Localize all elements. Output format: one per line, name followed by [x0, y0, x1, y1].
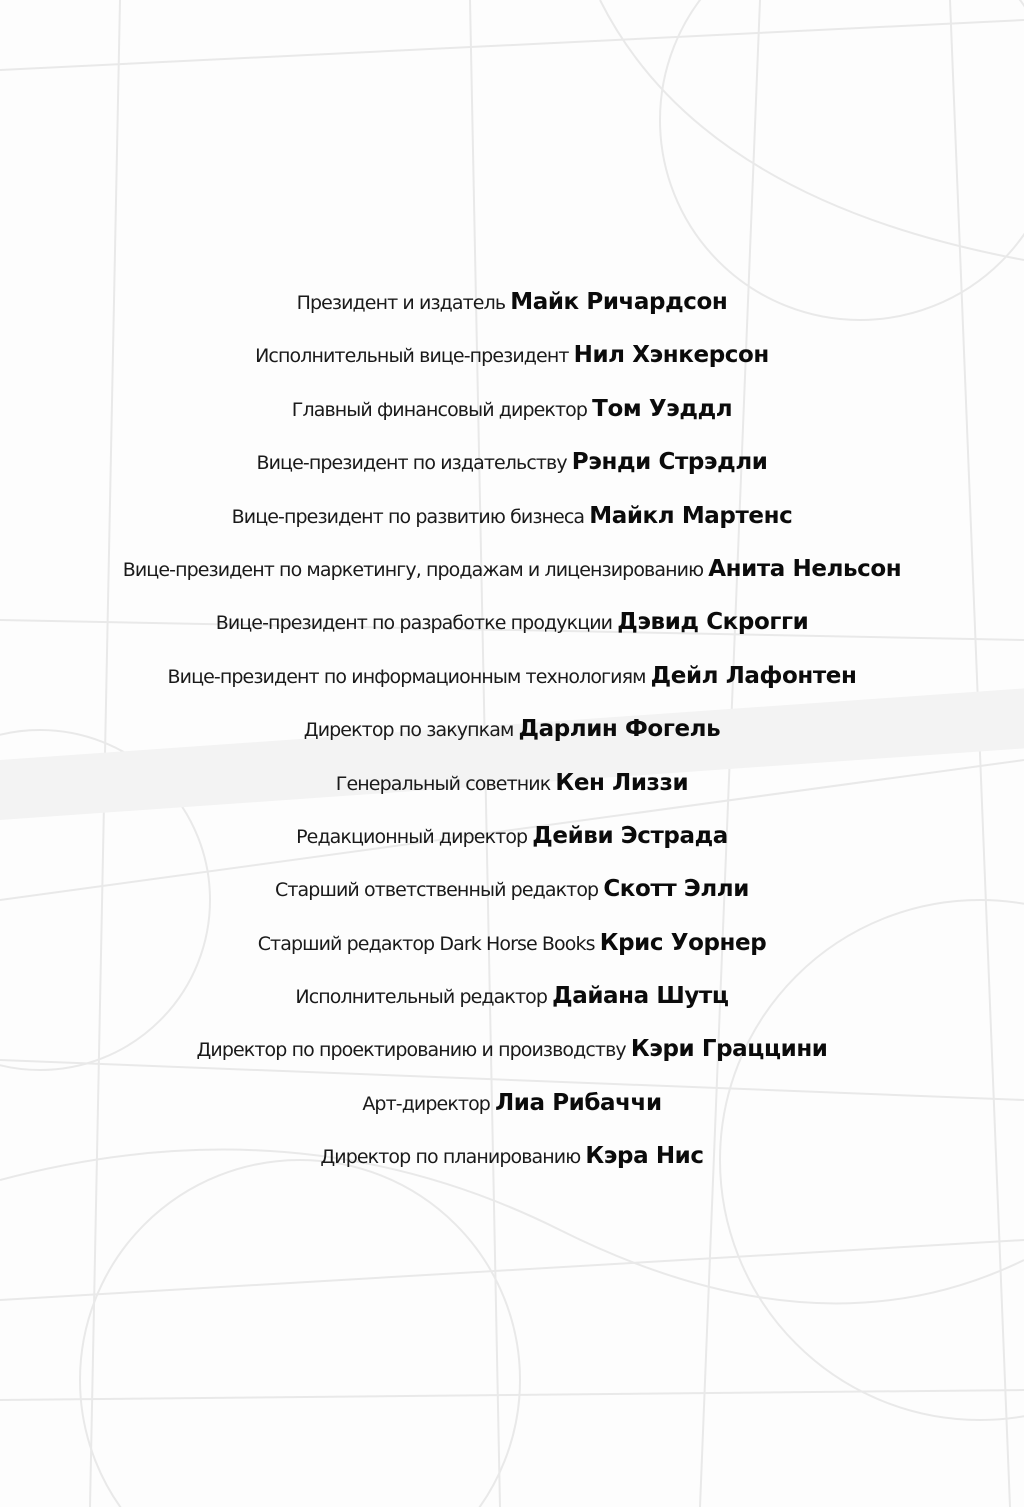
credit-role: Директор по закупкам — [303, 719, 514, 742]
credits-list — [0, 282, 1024, 1190]
credit-name: Дайана Шутц — [552, 983, 729, 1010]
credit-name: Скотт Элли — [603, 876, 749, 903]
credit-line — [0, 656, 1024, 709]
credit-name: Том Уэддл — [592, 395, 733, 422]
credit-line — [0, 709, 1024, 762]
credit-role: Редакционный директор — [296, 825, 528, 848]
credit-role: Генеральный советник — [335, 772, 551, 795]
credit-role: Исполнительный вице-президент — [255, 345, 569, 368]
credit-line — [0, 496, 1024, 549]
credit-line — [0, 869, 1024, 922]
credit-role: Директор по планированию — [320, 1146, 581, 1169]
credit-name: Кэра Нис — [585, 1143, 704, 1170]
credit-role: Старший ответственный редактор — [275, 879, 599, 902]
credit-line — [0, 282, 1024, 335]
credit-name: Дейл Лафонтен — [650, 662, 857, 689]
credit-role: Вице-президент по информационным технологиям — [167, 665, 646, 688]
credit-line — [0, 763, 1024, 816]
credit-name: Крис Уорнер — [599, 929, 767, 956]
credit-line — [0, 549, 1024, 602]
credit-line — [0, 1029, 1024, 1082]
credit-name: Майкл Мартенс — [589, 502, 793, 529]
credit-name: Анита Нельсон — [708, 555, 902, 582]
credit-line — [0, 335, 1024, 388]
credit-line — [0, 1136, 1024, 1189]
credit-role: Исполнительный редактор — [295, 986, 548, 1009]
credit-role: Главный финансовый директор — [291, 398, 588, 421]
credit-name: Дейви Эстрада — [532, 822, 728, 849]
credit-name: Кэри Граццини — [630, 1036, 828, 1063]
credit-role: Вице-президент по маркетингу, продажам и лицензированию — [122, 558, 704, 581]
credit-role: Вице-президент по развитию бизнеса — [231, 505, 585, 528]
credit-name: Майк Ричардсон — [510, 289, 728, 315]
credit-line — [0, 389, 1024, 442]
credit-line — [0, 602, 1024, 655]
credit-name: Кен Лиззи — [555, 769, 689, 796]
credit-name: Дарлин Фогель — [518, 716, 721, 743]
credit-line — [0, 976, 1024, 1029]
credit-line — [0, 442, 1024, 495]
credit-role: Директор по проектированию и производству — [196, 1039, 626, 1062]
credit-role: Вице-президент по разработке продукции — [215, 612, 613, 635]
credit-line — [0, 816, 1024, 869]
credit-name: Лиа Рибаччи — [495, 1089, 662, 1116]
credit-name: Дэвид Скрогги — [617, 609, 809, 636]
credit-role: Президент и издатель — [296, 292, 506, 314]
credit-name: Рэнди Стрэдли — [571, 449, 768, 476]
credit-line — [0, 1083, 1024, 1136]
credit-name: Нил Хэнкерсон — [573, 342, 769, 369]
credit-role: Вице-президент по издательству — [256, 452, 567, 475]
credit-role: Арт-директор — [362, 1092, 490, 1115]
credit-line — [0, 923, 1024, 976]
credit-role: Старший редактор Dark Horse Books — [257, 932, 595, 955]
